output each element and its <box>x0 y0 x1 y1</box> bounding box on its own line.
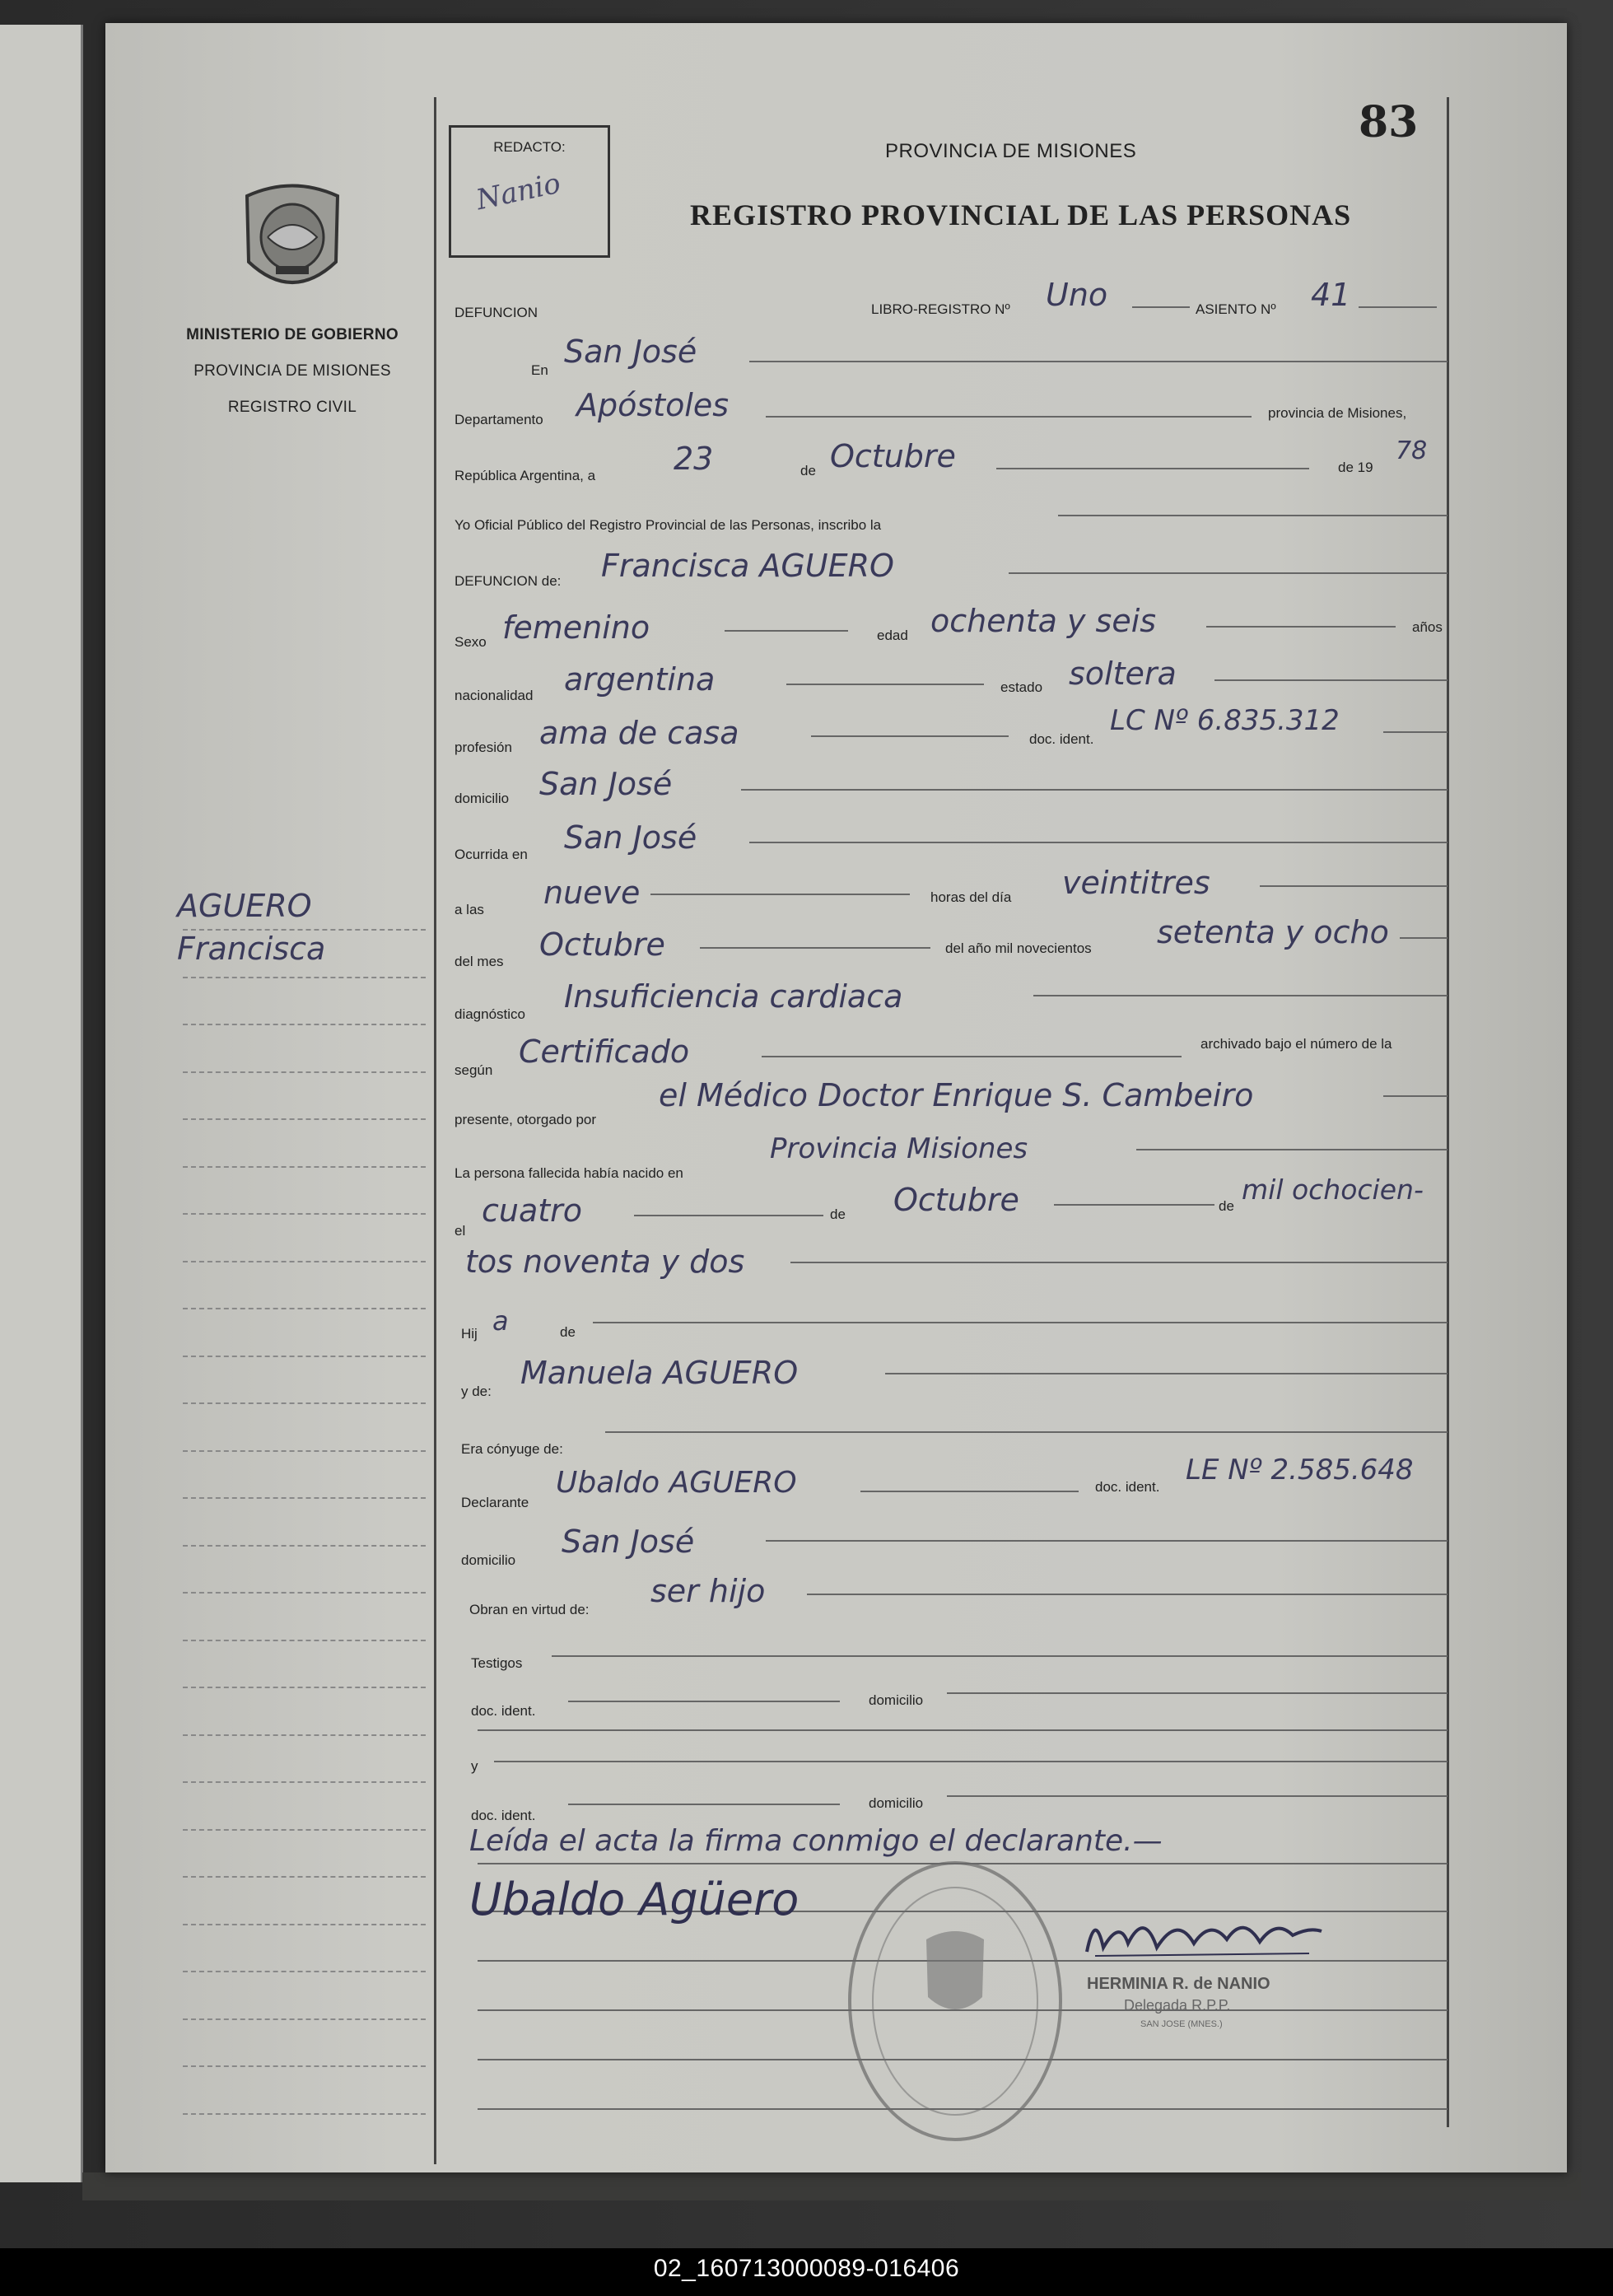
fill-line <box>1136 1149 1448 1150</box>
fill-line <box>996 468 1309 469</box>
fill-line <box>1383 731 1448 733</box>
margin-rule <box>183 1687 426 1688</box>
redacto-label: REDACTO: <box>493 139 566 155</box>
testigos-label: Testigos <box>471 1655 523 1671</box>
redacto-box <box>449 125 610 258</box>
departamento-value: Apóstoles <box>576 387 730 423</box>
y-de-label: y de: <box>461 1384 492 1399</box>
anos-label: años <box>1412 619 1443 635</box>
nacionalidad-value: argentina <box>564 661 716 698</box>
fill-line <box>725 630 848 632</box>
fill-line <box>1054 1204 1214 1206</box>
official-name: HERMINIA R. de NANIO <box>1087 1975 1270 1993</box>
declarante-doc-value: LE Nº 2.585.648 <box>1186 1454 1414 1486</box>
profesion-label: profesión <box>455 740 512 755</box>
en-label: En <box>531 362 548 378</box>
nac-ano-value: tos noventa y dos <box>465 1244 745 1280</box>
fill-line <box>766 416 1252 418</box>
fill-line <box>885 1373 1448 1374</box>
fill-line <box>634 1215 823 1216</box>
mes-defuncion-value: Octubre <box>539 926 665 963</box>
mes-value: Octubre <box>830 438 956 474</box>
fill-line <box>1383 1095 1448 1097</box>
margin-rule <box>183 2065 426 2067</box>
margin-rule <box>183 1592 426 1594</box>
segun-value: Certificado <box>519 1034 690 1070</box>
dia-letras-value: veintitres <box>1062 865 1210 901</box>
fill-line <box>700 947 930 949</box>
fill-line <box>605 1431 1448 1433</box>
obran-label: Obran en virtud de: <box>469 1602 590 1617</box>
presente-label: presente, otorgado por <box>455 1112 597 1127</box>
sexo-label: Sexo <box>455 634 487 650</box>
image-caption: 02_160713000089-016406 <box>653 2255 960 2282</box>
libro-label: LIBRO-REGISTRO Nº <box>871 301 1010 317</box>
redacto-signature: Nanio <box>473 166 564 217</box>
fill-line <box>766 1540 1448 1542</box>
doc-label: doc. ident. <box>1095 1479 1160 1495</box>
margin-rule <box>183 1071 426 1073</box>
doc-label: doc. ident. <box>471 1808 536 1823</box>
libro-value: Uno <box>1046 277 1108 313</box>
de-label: de <box>560 1324 576 1340</box>
fill-line <box>749 842 1448 843</box>
sexo-value: femenino <box>502 609 650 646</box>
official-place: SAN JOSE (MNES.) <box>1140 2019 1223 2029</box>
fill-line <box>1359 306 1437 308</box>
fill-line <box>1214 679 1448 681</box>
margin-divider <box>434 97 436 2164</box>
nac-ano-value: mil ochocien- <box>1242 1174 1424 1206</box>
el-label: el <box>455 1223 466 1239</box>
declarante-domicilio-value: San José <box>562 1524 695 1560</box>
official-stamp-icon <box>844 1857 1066 2145</box>
margin-rule <box>183 1876 426 1878</box>
margin-rule <box>183 929 426 931</box>
margin-rule <box>183 1308 426 1309</box>
fill-line <box>860 1491 1079 1492</box>
fill-line <box>749 361 1448 362</box>
de-label: de <box>1219 1198 1234 1214</box>
fill-line <box>1132 306 1190 308</box>
margin-rule <box>183 2018 426 2020</box>
fill-line <box>1058 515 1448 516</box>
fill-line <box>1400 937 1448 939</box>
margin-surname: AGUERO <box>177 888 312 924</box>
fill-line <box>947 1795 1448 1797</box>
fill-line <box>1033 995 1448 996</box>
archivado-label: archivado bajo el número de la <box>1200 1036 1392 1052</box>
domicilio-label: domicilio <box>461 1552 516 1568</box>
horas-label: horas del día <box>930 889 1012 905</box>
edad-value: ochenta y seis <box>930 603 1157 639</box>
official-role: Delegada R.P.P. <box>1124 1997 1231 2014</box>
margin-rule <box>183 1213 426 1215</box>
ano-value: 78 <box>1396 436 1428 465</box>
del-mes-label: del mes <box>455 954 504 969</box>
registry-title: REGISTRO PROVINCIAL DE LAS PERSONAS <box>690 198 1352 231</box>
estado-label: estado <box>1000 679 1043 695</box>
obran-value: ser hijo <box>650 1573 766 1609</box>
fill-line <box>1260 885 1448 887</box>
hij-suffix: a <box>492 1305 509 1337</box>
estado-value: soltera <box>1069 656 1177 692</box>
margin-rule <box>183 1497 426 1499</box>
fill-line <box>811 735 1009 737</box>
margin-rule <box>183 2113 426 2115</box>
official-signature-icon <box>1079 1902 1326 1968</box>
fill-line <box>494 1761 1448 1762</box>
nombre-value: Francisca AGUERO <box>601 548 894 584</box>
margin-rule <box>183 1024 426 1025</box>
ocurrida-label: Ocurrida en <box>455 847 528 862</box>
y-label: y <box>471 1758 478 1774</box>
fill-line <box>947 1692 1448 1694</box>
dia-value: 23 <box>674 441 714 477</box>
declarante-label: Declarante <box>461 1495 529 1510</box>
fill-line <box>1009 572 1448 574</box>
fill-line <box>552 1655 1448 1657</box>
ministry-header <box>165 317 420 426</box>
margin-rule <box>183 1118 426 1120</box>
republica-label: República Argentina, a <box>455 468 596 483</box>
margin-rule <box>183 1402 426 1404</box>
hij-label: Hij <box>461 1326 478 1342</box>
domicilio-value: San José <box>539 766 673 802</box>
margin-rule <box>183 1356 426 1357</box>
fill-line <box>762 1056 1182 1057</box>
domicilio-label: domicilio <box>455 791 510 806</box>
margin-rule <box>183 1829 426 1831</box>
hora-value: nueve <box>543 875 641 911</box>
segun-label: según <box>455 1062 493 1078</box>
fill-line <box>786 684 984 685</box>
defuncion-de-label: DEFUNCION de: <box>455 573 562 589</box>
madre-value: Manuela AGUERO <box>520 1355 799 1391</box>
margin-rule <box>183 1734 426 1736</box>
right-border <box>1447 97 1449 2127</box>
doc-label: doc. ident. <box>1029 731 1094 747</box>
fill-line <box>568 1701 840 1702</box>
del-ano-label: del año mil novecientos <box>945 940 1092 956</box>
declarante-value: Ubaldo AGUERO <box>556 1466 797 1500</box>
fill-line <box>790 1262 1448 1263</box>
province-header: PROVINCIA DE MISIONES <box>885 140 1137 162</box>
margin-rule <box>183 1545 426 1547</box>
margin-rule <box>183 977 426 978</box>
previous-page-edge <box>0 25 83 2182</box>
fill-line <box>807 1594 1448 1595</box>
margin-given-name: Francisca <box>177 931 326 967</box>
de-label: de <box>830 1206 846 1222</box>
edad-label: edad <box>877 628 908 643</box>
fill-line <box>1206 626 1396 628</box>
nacido-label: La persona fallecida había nacido en <box>455 1165 683 1181</box>
diagnostico-label: diagnóstico <box>455 1006 526 1022</box>
declarant-signature: Ubaldo Agüero <box>469 1874 800 1925</box>
lugar-value: San José <box>564 334 697 370</box>
fill-line <box>593 1322 1448 1323</box>
book-edge <box>82 2172 1581 2200</box>
conyuge-label: Era cónyuge de: <box>461 1441 563 1457</box>
page-number: 83 <box>1359 97 1419 147</box>
margin-rule <box>183 1166 426 1168</box>
nac-mes-value: Octubre <box>893 1182 1019 1218</box>
domicilio-label: domicilio <box>869 1692 924 1708</box>
ocurrida-value: San José <box>564 819 697 856</box>
departamento-label: Departamento <box>455 412 543 427</box>
nacionalidad-label: nacionalidad <box>455 688 534 703</box>
ano-letras-value: setenta y ocho <box>1157 914 1389 950</box>
nac-dia-value: cuatro <box>482 1192 583 1229</box>
domicilio-label: domicilio <box>869 1795 924 1811</box>
provincial-seal-icon <box>239 180 346 299</box>
margin-rule <box>183 1261 426 1262</box>
provincia-label: provincia de Misiones, <box>1268 405 1407 421</box>
nacido-value: Provincia Misiones <box>770 1132 1028 1165</box>
ano-label: de 19 <box>1338 460 1373 475</box>
closing-text: Leída el acta la firma conmigo el declarante.— <box>469 1824 1163 1858</box>
fill-line <box>478 1729 1448 1731</box>
de-label: de <box>800 463 816 478</box>
margin-rule <box>183 1781 426 1783</box>
margin-rule <box>183 1971 426 1972</box>
margin-rule <box>183 1450 426 1452</box>
profesion-value: ama de casa <box>539 715 739 751</box>
ministry-line: REGISTRO CIVIL <box>227 399 357 416</box>
fill-line <box>741 789 1448 791</box>
a-las-label: a las <box>455 902 484 917</box>
ministry-line: MINISTERIO DE GOBIERNO <box>186 326 399 343</box>
asiento-label: ASIENTO Nº <box>1196 301 1276 317</box>
diagnostico-value: Insuficiencia cardiaca <box>564 978 903 1015</box>
margin-rule <box>183 1640 426 1641</box>
fill-line <box>650 894 910 895</box>
asiento-value: 41 <box>1311 277 1351 313</box>
defuncion-label: DEFUNCION <box>455 305 538 320</box>
doc-value: LC Nº 6.835.312 <box>1110 704 1340 737</box>
ministry-line: PROVINCIA DE MISIONES <box>193 362 391 380</box>
fill-line <box>568 1804 840 1805</box>
otorgado-value: el Médico Doctor Enrique S. Cambeiro <box>659 1077 1254 1113</box>
doc-label: doc. ident. <box>471 1703 536 1719</box>
margin-rule <box>183 1924 426 1925</box>
yo-oficial-label: Yo Oficial Público del Registro Provincial de las Personas, inscribo la <box>455 517 882 533</box>
